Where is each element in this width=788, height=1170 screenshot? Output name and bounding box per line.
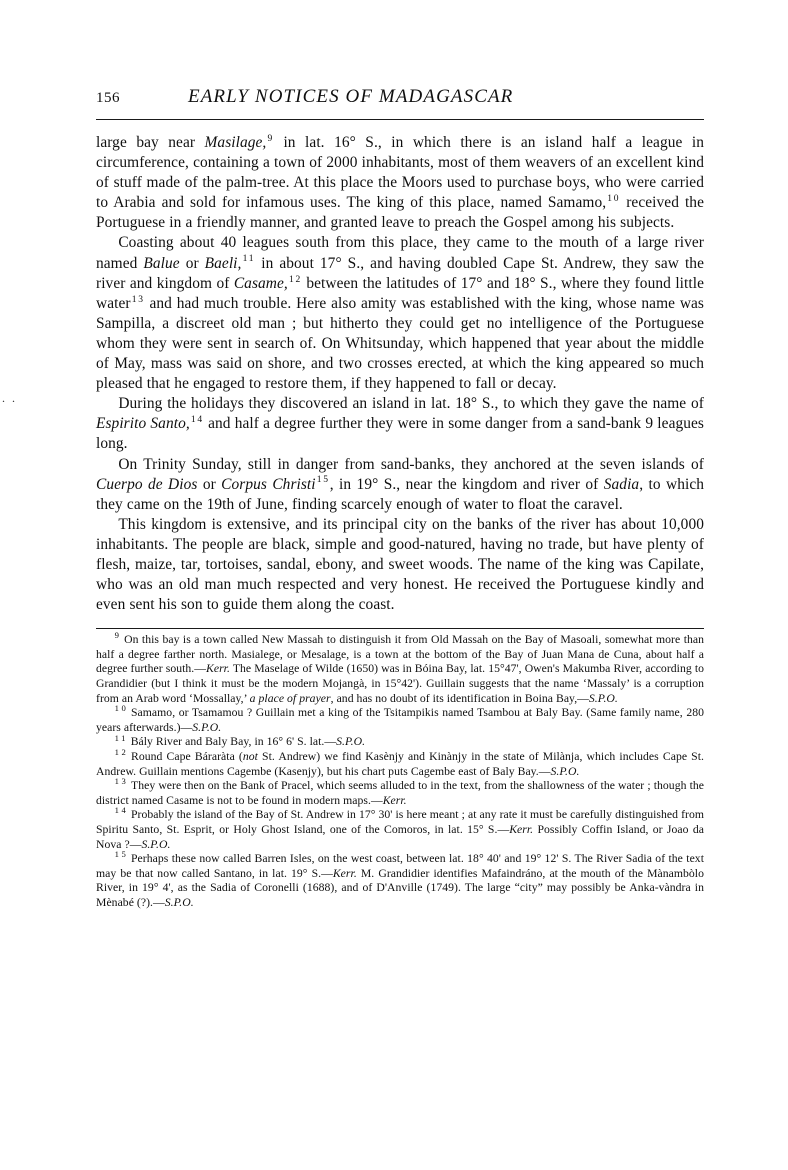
scan-artifact-marks: . .: [2, 391, 17, 405]
running-title: EARLY NOTICES OF MADAGASCAR: [188, 86, 514, 107]
page-number: 156: [96, 90, 120, 106]
footnote-marker: 12: [114, 747, 129, 758]
footnote: $^9$ On this bay is a town called New Massah to distinguish it from Old Massah on the Bay of Masoali, somewhat more than half a degree farther north. Masialege, or Mesalage, is a town at the bottom of the Bay of Juan Mana de Cuna, about half a degree further south.—Kerr. The Maselage of Wilde (1650) was in Bóina Bay, lat. 15°47', Owen's Makumba River, according to Grandidier (but I think it must be the modern Mojangà, in 15°42'). Guillain suggests that the name ‘Massaly’ is a corruption from an Arab word ‘Mossallay,’ a place of prayer, and has no doubt of its identification in Boina Bay,—S.P.O.: [96, 630, 705, 705]
body-paragraph: During the holidays they discovered an island in lat. 18° S., to which they gave the name of Espirito Santo,$^{14}$ and half a degree further they were in some danger from a sand-bank 9 leagues long.: [96, 395, 704, 453]
footnote-separator-rule: [96, 628, 704, 629]
body-text: [96, 133, 704, 615]
footnote: $^{13}$ They were then on the Bank of Pracel, which seems alluded to in the text, from the shallowness of the water ; though the district named Casame is not to be found in modern maps.—Kerr.: [96, 776, 704, 807]
body-paragraph: This kingdom is extensive, and its principal city on the banks of the river has about 10,000 inhabitants. The people are black, simple and good-natured, having no trade, but have plenty of flesh, maize, tar, tortoises, sandal, ebony, and sweet woods. The name of the king was Capilate, who was an old man much respected and very honest. He received the Portuguese kindly and even sent his son to guide them along the coast.: [96, 515, 704, 614]
body-paragraph: Coasting about 40 leagues south from this place, they came to the mouth of a large river named Balue or Baeli,$^{11}$ in about 17° S., and having doubled Cape St. Andrew, they saw the river and kingdom of Casame,$^{12}$ between the latitudes of 17° and 18° S., where they found little water$^{13}$ and had much trouble. Here also amity was established with the king, whose name was Sampilla, a discreet old man ; but hitherto they could get no intelligence of the Portuguese whom they were sent in search of. On Whitsunday, which happened that year about the middle of May, mass was said on shore, and two crosses erected, at which the king appeared so much pleased that he engaged to restore them, if they happened to fall or decay.: [96, 234, 704, 393]
footnote-marker: 13: [114, 776, 129, 787]
footnote-marker: 15: [114, 849, 129, 860]
footnote-block: [96, 630, 705, 910]
footnote: $^{15}$ Perhaps these now called Barren Isles, on the west coast, between lat. 18° 40' and 19° 12' S. The River Sadia of the text may be that now called Santano, in lat. 19° S.—Kerr. M. Grandidier identifies Mafaindráno, at the mouth of the Mànambòlo River, in 19° 4', as the Sadia of Coronelli (1688), and of D'Anville (1749). The large “city” may possibly be Anka-vàndra in Mènabé (?).—S.P.O.: [96, 849, 704, 909]
footnote-marker: 9: [114, 630, 122, 641]
header-rule: [96, 119, 704, 120]
footnote: $^{10}$ Samamo, or Tsamamou ? Guillain met a king of the Tsitampikis named Tsambou at Baly Bay. (Same family name, 280 years afterwards.)—S.P.O.: [96, 703, 704, 734]
body-paragraph: large bay near Masilage,$^9$ in lat. 16° S., in which there is an island half a league in circumference, containing a town of 2000 inhabitants, most of them weavers of an excellent kind of stuff made of the palm-tree. At this place the Moors used to purchase boys, who were carried to Arabia and sold for infamous uses. The king of this place, named Samamo,$^{10}$ received the Portuguese in a friendly manner, and granted leave to preach the Gospel among his subjects.: [96, 132, 704, 232]
footnote: $^{14}$ Probably the island of the Bay of St. Andrew in 17° 30' is here meant ; at any rate it must be carefully distinguished from Spiritu Santo, St. Esprit, or Holy Ghost Island, one of the Comoros, in lat. 15° S.—Kerr. Possibly Coffin Island, or Joao da Nova ?—S.P.O.: [96, 805, 704, 851]
footnote: $^{11}$ Bály River and Baly Bay, in 16° 6' S. lat.—S.P.O.: [114, 732, 366, 749]
body-paragraph: On Trinity Sunday, still in danger from sand-banks, they anchored at the seven islands of Cuerpo de Dios or Corpus Christi$^{15}$, in 19° S., near the kingdom and river of Sadia, to which they came on the 19th of June, finding scarcely enough of water to float the caravel.: [96, 455, 704, 513]
footnote-marker: 14: [114, 805, 129, 816]
text-block: [96, 86, 704, 911]
footnote: $^{12}$ Round Cape Báraràta (not St. Andrew) we find Kasènjy and Kinànjy in the state of Milànja, which includes Cape St. Andrew. Guillain mentions Cagembe (Kasenjy), but his chart puts Cagembe east of Baly Bay.—S.P.O.: [96, 747, 704, 778]
footnote-marker: 10: [114, 703, 129, 714]
footnote-marker: 11: [114, 732, 129, 743]
running-head: [96, 86, 704, 110]
